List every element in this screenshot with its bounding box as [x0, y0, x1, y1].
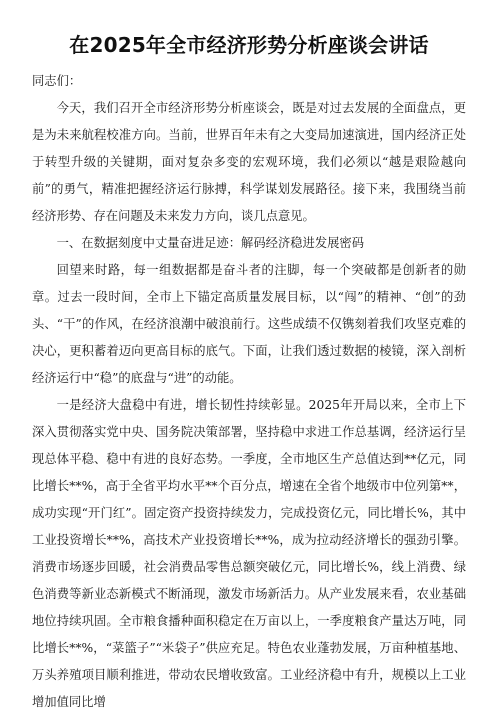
section-heading-1: 一、在数据刻度中丈量奋进足迹：解码经济稳进发展密码: [56, 236, 365, 250]
paragraph-intro: 今天，我们召开全市经济形势分析座谈会，既是对过去发展的全面盘点，更是为未来航程校准方向。当前，世界百年未有之大变局加速演进，国内经济正处于转型升级的关键期，面对复杂多变的宏观环境，我们必须以“越是艰险越向前”的勇气，精准把握经济运行脉搏，科学谋划发展路径。接下来，我围绕当前经济形势、存在问题及未来发力方向，谈几点意见。: [32, 101, 466, 223]
salutation: 同志们：: [32, 74, 82, 88]
document-title: 在2025年全市经济形势分析座谈会讲话: [69, 33, 429, 57]
paragraph-economy: 一是经济大盘稳中有进，增长韧性持续彰显。2025年开局以来，全市上下深入贯彻落实党中央、国务院决策部署，坚持稳中求进工作总基调，经济运行呈现总体平稳、稳中有进的良好态势。一季度，全市地区生产总值达到**亿元，同比增长**%，高于全省平均水平**个百分点，增速在全省个地级市中位列第**，成功实现“开门红”。固定资产投资持续发力，完成投资亿元，同比增长%，其中工业投资增长**%，高技术产业投资增长**%，成为拉动经济增长的强劲引擎。消费市场逐步回暖，社会消费品零售总额突破亿元，同比增长%，线上消费、绿色消费等新业态新模式不断涌现，激发市场新活力。从产业发展来看，农业基础地位持续巩固。全市粮食播种面积稳定在万亩以上，一季度粮食产量达万吨，同比增长**%，“菜篮子”“米袋子”供应充足。特色农业蓬勃发展，万亩种植基地、万头养殖项目顺利推进，带动农民增收致富。工业经济稳中有升，规模以上工业增加值同比增: [32, 398, 466, 709]
paragraph-review: 回望来时路，每一组数据都是奋斗者的注脚，每一个突破都是创新者的勋章。过去一段时间，全市上下锚定高质量发展目标，以“闯”的精神、“创”的劲头、“干”的作风，在经济浪潮中破浪前行。这些成绩不仅镌刻着我们攻坚克难的决心，更积蓄着迈向更高目标的底气。下面，让我们透过数据的棱镜，深入剖析经济运行中“稳”的底盘与“进”的动能。: [32, 263, 466, 385]
